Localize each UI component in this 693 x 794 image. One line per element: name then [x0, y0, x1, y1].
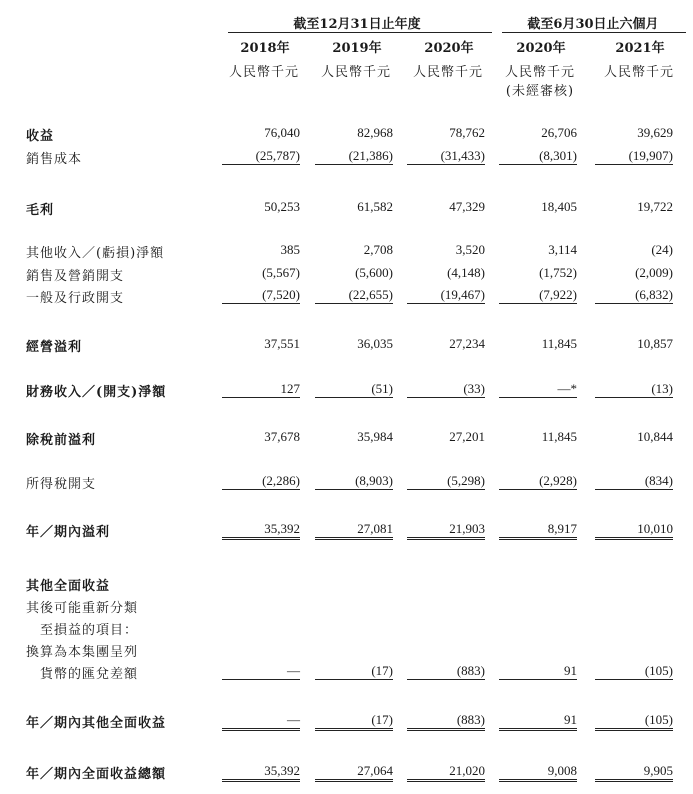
table-cell: 61,582 [357, 199, 393, 214]
table-cell: 50,253 [264, 199, 300, 214]
table-cell: 10,857 [637, 336, 673, 351]
table-cell: (105) [595, 712, 673, 731]
table-cell: 27,234 [449, 336, 485, 351]
row-label-oci-translation: 換算為本集團呈列 [26, 645, 139, 660]
table-cell: 36,035 [357, 336, 393, 351]
table-cell: (22,655) [315, 287, 393, 304]
table-cell: (21,386) [315, 148, 393, 165]
table-cell: (2,928) [499, 473, 577, 490]
column-year-2020: 2020年 [424, 41, 474, 56]
header-divider [502, 32, 686, 33]
row-label-admin-expenses: 一般及行政開支 [26, 291, 125, 306]
table-cell: 2,708 [363, 242, 393, 257]
table-cell: (25,787) [222, 148, 300, 165]
table-cell: (5,600) [355, 265, 393, 280]
row-label-income-tax: 所得稅開支 [26, 477, 97, 492]
table-cell: 21,903 [407, 521, 485, 540]
table-cell: 27,201 [449, 429, 485, 444]
column-unit: 人民幣千元 [412, 65, 483, 80]
row-label-operating-profit: 經營溢利 [26, 340, 83, 355]
table-cell: (17) [315, 712, 393, 731]
table-cell: 11,845 [541, 429, 577, 444]
row-label-oci-total: 年／期內其他全面收益 [26, 716, 167, 731]
table-cell: 19,722 [637, 199, 673, 214]
table-cell: 35,984 [357, 429, 393, 444]
table-cell: 8,917 [499, 521, 577, 540]
column-unit: 人民幣千元 [320, 65, 391, 80]
table-cell: —* [499, 381, 577, 398]
table-cell: 27,081 [315, 521, 393, 540]
table-cell: (8,301) [499, 148, 577, 165]
row-label-revenue: 收益 [26, 129, 55, 144]
table-cell: 91 [499, 663, 577, 680]
table-cell: (24) [651, 242, 673, 257]
table-cell: 39,629 [637, 125, 673, 140]
row-label-cost-of-sales: 銷售成本 [26, 152, 83, 167]
row-label-selling-expenses: 銷售及營銷開支 [26, 269, 125, 284]
column-unit: 人民幣千元 [504, 65, 575, 80]
table-cell: (4,148) [447, 265, 485, 280]
table-cell: (883) [407, 712, 485, 731]
row-label-finance-income: 財務收入／(開支)淨額 [26, 385, 167, 400]
table-cell: (7,520) [222, 287, 300, 304]
table-cell: (5,567) [262, 265, 300, 280]
table-cell: (1,752) [539, 265, 577, 280]
row-label-oci-heading: 其他全面收益 [26, 579, 111, 594]
table-cell: (19,467) [407, 287, 485, 304]
interim-period-title: 截至6月30日止六個月 [527, 17, 659, 32]
table-cell: (31,433) [407, 148, 485, 165]
annual-period-title: 截至12月31日止年度 [293, 17, 421, 32]
table-cell: 3,520 [455, 242, 485, 257]
table-cell: 10,010 [595, 521, 673, 540]
table-cell: 47,329 [449, 199, 485, 214]
column-unit: 人民幣千元 [228, 65, 299, 80]
table-cell: 35,392 [222, 763, 300, 782]
table-cell: (105) [595, 663, 673, 680]
row-label-other-income: 其他收入／(虧損)淨額 [26, 246, 165, 261]
table-cell: 91 [499, 712, 577, 731]
table-cell: 78,762 [449, 125, 485, 140]
table-cell: 9,008 [499, 763, 577, 782]
table-cell: 11,845 [541, 336, 577, 351]
column-unit: 人民幣千元 [603, 65, 674, 80]
row-label-profit-for-period: 年／期內溢利 [26, 525, 111, 540]
table-cell: 3,114 [548, 242, 577, 257]
table-cell: — [222, 712, 300, 731]
row-label-oci-items: 至損益的項目： [40, 623, 139, 638]
table-cell: 35,392 [222, 521, 300, 540]
table-cell: 385 [280, 242, 300, 257]
table-cell: (6,832) [595, 287, 673, 304]
table-cell: (17) [315, 663, 393, 680]
table-cell: (2,009) [635, 265, 673, 280]
table-cell: 37,551 [264, 336, 300, 351]
table-cell: (33) [407, 381, 485, 398]
unaudited-note: (未經審核) [505, 84, 575, 99]
table-cell: 76,040 [264, 125, 300, 140]
column-year-2019: 2019年 [332, 41, 382, 56]
table-cell: 37,678 [264, 429, 300, 444]
table-cell: 127 [222, 381, 300, 398]
table-cell: (2,286) [222, 473, 300, 490]
header-divider [228, 32, 492, 33]
table-cell: 26,706 [541, 125, 577, 140]
column-year-2021-interim: 2021年 [615, 41, 665, 56]
table-cell: 82,968 [357, 125, 393, 140]
column-year-2018: 2018年 [240, 41, 290, 56]
table-cell: (883) [407, 663, 485, 680]
row-label-total-comprehensive-income: 年／期內全面收益總額 [26, 767, 167, 782]
table-cell: — [222, 663, 300, 680]
table-cell: (19,907) [595, 148, 673, 165]
table-cell: 10,844 [637, 429, 673, 444]
table-cell: 9,905 [595, 763, 673, 782]
table-cell: (5,298) [407, 473, 485, 490]
table-cell: (8,903) [315, 473, 393, 490]
table-cell: 21,020 [407, 763, 485, 782]
row-label-oci-reclass: 其後可能重新分類 [26, 601, 139, 616]
row-label-oci-fx-diff: 貨幣的匯兌差額 [40, 667, 139, 682]
table-cell: (51) [315, 381, 393, 398]
table-cell: (7,922) [499, 287, 577, 304]
row-label-profit-before-tax: 除稅前溢利 [26, 433, 97, 448]
table-cell: 18,405 [541, 199, 577, 214]
column-year-2020-interim: 2020年 [516, 41, 566, 56]
row-label-gross-profit: 毛利 [26, 203, 55, 218]
table-cell: (834) [595, 473, 673, 490]
table-cell: (13) [595, 381, 673, 398]
table-cell: 27,064 [315, 763, 393, 782]
